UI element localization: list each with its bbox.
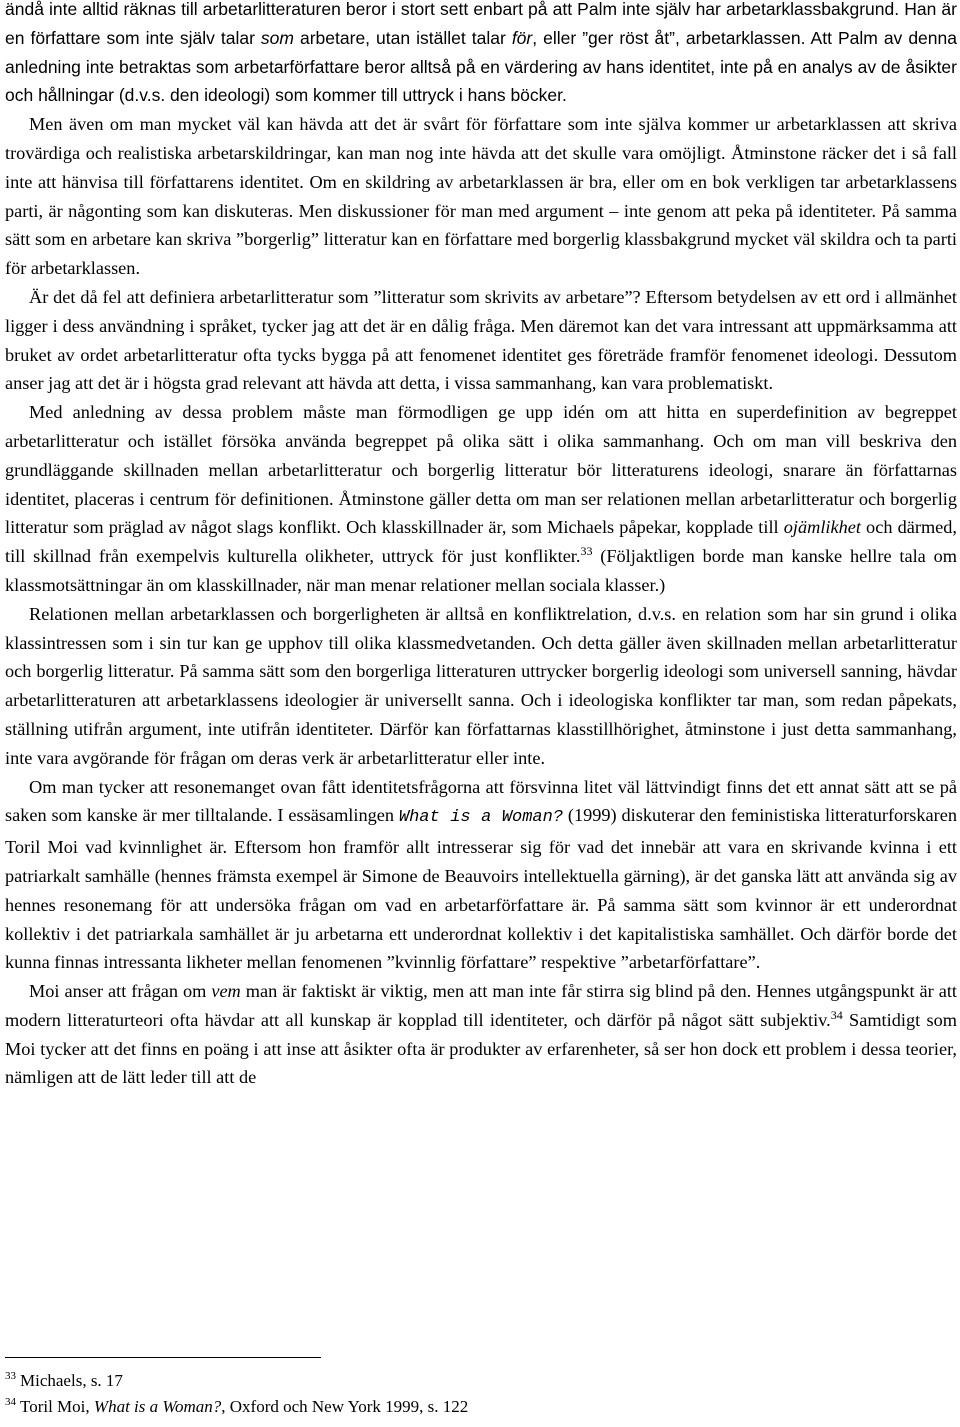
paragraph-p7	[5, 977, 957, 1092]
footnote-34	[5, 1394, 957, 1420]
text-run: man är faktiskt är viktig, men att man inte får stirra sig blind på den. Hennes utgångspunkt är att modern litteraturteori ofta hävdar att all kunskap är kopplad till identiteter, och därför på något sätt subjektiv.	[5, 981, 957, 1030]
text-run: Relationen mellan arbetarklassen och borgerligheten är alltså en konfliktrelation, d.v.s. en relation som har sin grund i olika klassintressen som i sin tur kan ge upphov till olika klassmedvetanden. Och detta gäller även skillnaden mellan arbetarlitteratur och borgerlig litteratur. På samma sätt som den borgerliga litteraturen uttrycker borgerlig ideologi som universell sanning, hävdar arbetarlitteraturen att arbetarklassens ideologier är universellt sanna. Och i ideologiska konflikter tar man, som redan påpekats, ställning utifrån argument, inte utifrån identiteter. Därför kan författarnas klasstillhörighet, åtminstone i just detta sammanhang, inte vara avgörande för frågan om deras verk är arbetarlitteratur eller inte.	[5, 603, 957, 768]
italic-text: vem	[211, 981, 241, 1002]
text-run: , eller ”ger röst åt”, arbetarklassen. Att Palm av denna anledning inte betraktas som arbetarförfattare beror alltså på en värdering av hans identitet, inte på en analys av de åsikter och hållningar (d.v.s. den ideologi) som kommer till uttryck i hans böcker.	[5, 27, 957, 106]
text-run: Om man tycker att resonemanget ovan fått identitetsfrågorna att försvinna litet väl lättvindigt finns det ett annat sätt att se på saken som kanske är mer tilltalande. I essäsamlingen	[5, 776, 957, 826]
text-run: Moi anser att frågan om	[29, 981, 212, 1002]
footnote-reference: 33	[580, 544, 593, 559]
text-run: arbetare, utan istället talar	[293, 27, 512, 48]
body-text	[5, 0, 957, 1092]
paragraph-p2	[5, 110, 957, 283]
italic-text: som	[260, 27, 294, 48]
footnote-33	[5, 1368, 957, 1394]
italic-text: för	[511, 27, 533, 48]
paragraph-p5	[5, 600, 957, 773]
italic-text: What is a Woman?	[93, 1397, 222, 1416]
italic-text: ojämlikhet	[783, 517, 861, 538]
paragraph-p4	[5, 398, 957, 600]
text-run: Michaels, s. 17	[20, 1371, 123, 1390]
text-run: Men även om man mycket väl kan hävda att det är svårt för författare som inte själva kommer ur arbetarklassen att skriva trovärdiga och realistiska arbetarskildringar, kan man nog inte hävda att det skulle vara omöjligt. Åtminstone räcker det i så fall inte att hänvisa till författarens identitet. Om en skildring av arbetarklassen är bra, eller om en bok verkligen tar arbetarklassens parti, är någonting som kan diskuteras. Men diskussioner för man med argument – inte genom att peka på identiteter. På samma sätt som en arbetare kan skriva ”borgerlig” litteratur kan en författare med borgerlig klassbakgrund mycket väl skildra och ta parti för arbetarklassen.	[5, 114, 957, 279]
italic-text: What is a Woman?	[398, 808, 564, 828]
text-run: Är det då fel att definiera arbetarlitteratur som ”litteratur som skrivits av arbetare”? Eftersom betydelsen av ett ord i allmänhet ligger i dess användning i språket, tycker jag att det är en dålig fråga. Men däremot kan det vara intressant att uppmärksamma att bruket av ordet arbetarlitteratur ofta tycks bygga på att fenomenet identitet ges företräde framför fenomenet ideologi. Dessutom anser jag att det är i högsta grad relevant att hävda att detta, i vissa sammanhang, kan vara problematiskt.	[5, 286, 957, 394]
footnote-number: 34	[5, 1396, 16, 1409]
text-run: ändå inte alltid räknas till arbetarlitteraturen beror i stort sett enbart på att Palm inte själv har arbetarklassbakgrund. Han är en författare som inte själv talar	[5, 0, 957, 48]
footnote-divider	[5, 1357, 321, 1358]
footnotes	[5, 1368, 957, 1420]
text-run: , Oxford och New York 1999, s. 122	[221, 1397, 469, 1416]
text-run: Med anledning av dessa problem måste man förmodligen ge upp idén om att hitta en superdefinition av begreppet arbetarlitteratur och istället försöka använda begreppet på olika sätt i olika sammanhang. Och om man vill beskriva den grundläggande skillnaden mellan arbetarlitteratur och borgerlig litteratur bör litteraturens ideologi, snarare än författarnas identitet, placeras i centrum för definitionen. Åtminstone gäller detta om man ser relationen mellan arbetarlitteratur och borgerlig litteratur som präglad av något slags konflikt. Och klasskillnader är, som Michaels påpekar, kopplade till	[5, 402, 957, 538]
text-run: Samtidigt som Moi tycker att det finns en poäng i att inse att åsikter ofta är produkter av erfarenheter, så ser hon dock ett problem i dessa teorier, nämligen att de lätt leder till att de	[5, 1009, 957, 1088]
paragraph-p1	[5, 0, 957, 110]
text-run: och därmed, till skillnad från exempelvis kulturella olikheter, uttryck för just konflikter.	[5, 517, 957, 567]
text-run: Toril Moi,	[20, 1397, 94, 1416]
paragraph-p3	[5, 283, 957, 398]
text-run: (1999) diskuterar den feministiska litteraturforskaren Toril Moi vad kvinnlighet är. Eftersom hon framför allt intresserar sig för vad det innebär att vara en skrivande kvinna i ett patriarkalt samhälle (hennes främsta exempel är Simone de Beauvoirs intellektuella gärning), är det ganska lätt att använda sig av hennes resonemang för att undersöka frågan om vad en arbetarförfattare är. På samma sätt som kvinnor är ett underordnat kollektiv i det patriarkala samhället är ju arbetarna ett underordnat kollektiv i det kapitalistiska samhället. Och därför borde det kunna finnas intressanta likheter mellan fenomenen ”kvinnlig författare” respektive ”arbetarförfattare”.	[5, 805, 957, 973]
footnote-reference: 34	[830, 1007, 843, 1022]
footnote-number: 33	[5, 1370, 16, 1383]
text-run: (Följaktligen borde man kanske hellre tala om klassmotsättningar än om klasskillnader, när man menar relationer mellan sociala klasser.)	[5, 546, 957, 595]
paragraph-p6	[5, 773, 957, 978]
